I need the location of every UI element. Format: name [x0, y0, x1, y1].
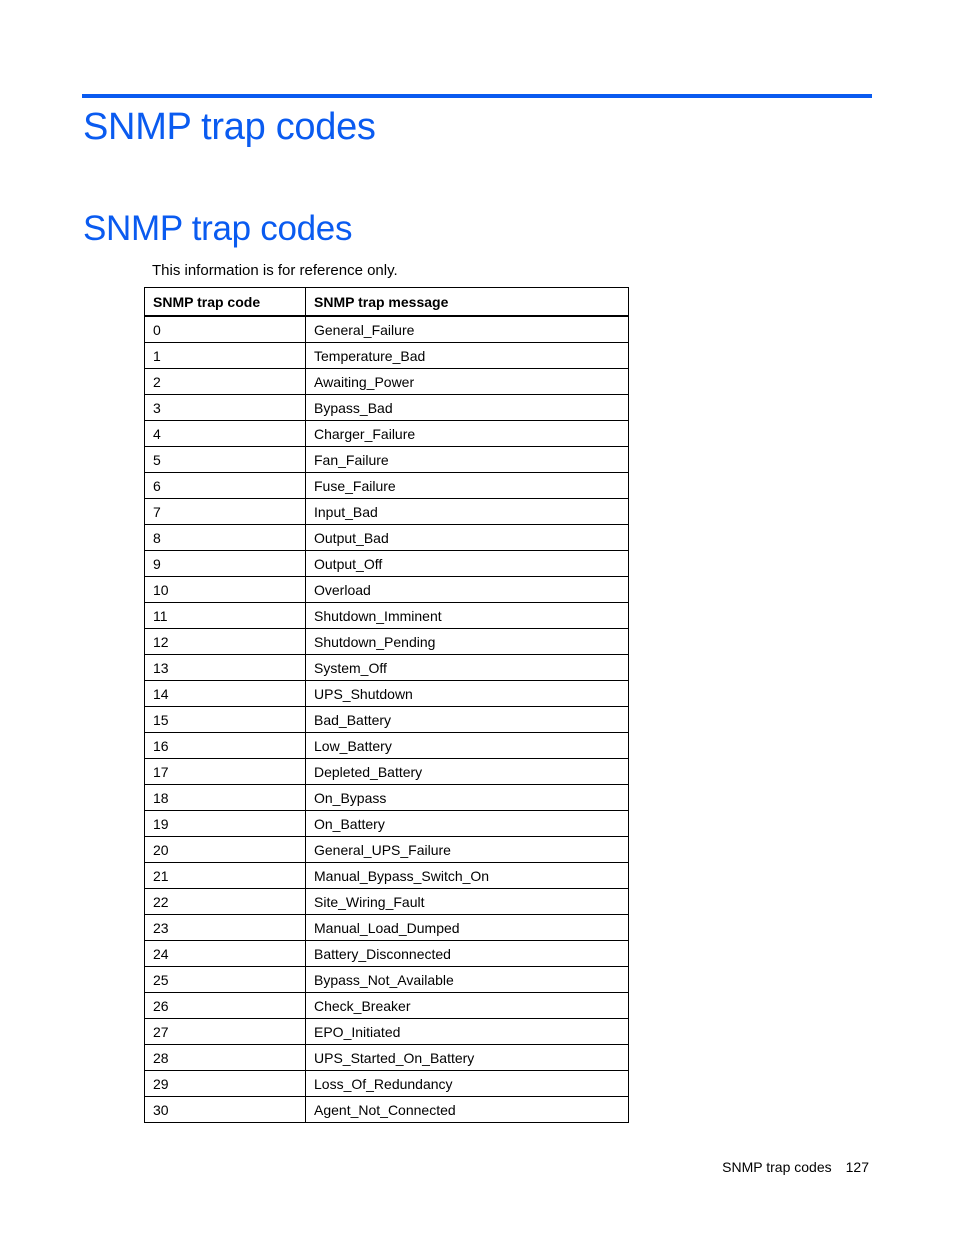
table-row: [145, 369, 629, 395]
trap-message-cell: General_UPS_Failure: [306, 837, 629, 863]
table-row: [145, 889, 629, 915]
trap-code-cell: 1: [145, 343, 306, 369]
trap-message-cell: Fan_Failure: [306, 447, 629, 473]
table-row: [145, 837, 629, 863]
trap-message-cell: Overload: [306, 577, 629, 603]
trap-code-cell: 0: [145, 316, 306, 343]
trap-code-cell: 10: [145, 577, 306, 603]
trap-code-cell: 18: [145, 785, 306, 811]
table-row: [145, 707, 629, 733]
trap-code-cell: 8: [145, 525, 306, 551]
trap-code-cell: 5: [145, 447, 306, 473]
trap-code-cell: 25: [145, 967, 306, 993]
trap-message-cell: System_Off: [306, 655, 629, 681]
trap-message-cell: Manual_Bypass_Switch_On: [306, 863, 629, 889]
table-row: [145, 733, 629, 759]
table-row: [145, 395, 629, 421]
trap-message-cell: Bypass_Bad: [306, 395, 629, 421]
chapter-rule: [82, 94, 872, 98]
column-header-code: SNMP trap code: [145, 288, 306, 317]
table-row: [145, 655, 629, 681]
section-title: SNMP trap codes: [83, 209, 353, 248]
table-row: [145, 421, 629, 447]
trap-message-cell: UPS_Shutdown: [306, 681, 629, 707]
page-number: 127: [845, 1159, 869, 1175]
trap-code-cell: 15: [145, 707, 306, 733]
trap-message-cell: Charger_Failure: [306, 421, 629, 447]
trap-code-cell: 28: [145, 1045, 306, 1071]
trap-code-cell: 11: [145, 603, 306, 629]
footer-section-name: SNMP trap codes: [722, 1159, 832, 1175]
trap-message-cell: Awaiting_Power: [306, 369, 629, 395]
trap-code-cell: 19: [145, 811, 306, 837]
page-footer: [722, 1158, 869, 1176]
trap-message-cell: Input_Bad: [306, 499, 629, 525]
trap-message-cell: Bypass_Not_Available: [306, 967, 629, 993]
trap-message-cell: Agent_Not_Connected: [306, 1097, 629, 1123]
table-row: [145, 759, 629, 785]
table-body: [145, 316, 629, 1123]
trap-message-cell: Output_Bad: [306, 525, 629, 551]
table-row: [145, 525, 629, 551]
table-row: [145, 603, 629, 629]
trap-code-cell: 22: [145, 889, 306, 915]
table-row: [145, 1097, 629, 1123]
table-row: [145, 1045, 629, 1071]
trap-message-cell: Fuse_Failure: [306, 473, 629, 499]
trap-message-cell: EPO_Initiated: [306, 1019, 629, 1045]
trap-code-cell: 14: [145, 681, 306, 707]
column-header-message: SNMP trap message: [306, 288, 629, 317]
trap-message-cell: Site_Wiring_Fault: [306, 889, 629, 915]
trap-message-cell: Low_Battery: [306, 733, 629, 759]
table-row: [145, 473, 629, 499]
table-header-row: [145, 288, 629, 317]
trap-message-cell: Check_Breaker: [306, 993, 629, 1019]
trap-code-cell: 20: [145, 837, 306, 863]
trap-message-cell: Battery_Disconnected: [306, 941, 629, 967]
trap-message-cell: Temperature_Bad: [306, 343, 629, 369]
trap-code-cell: 21: [145, 863, 306, 889]
table-row: [145, 1071, 629, 1097]
table-row: [145, 316, 629, 343]
trap-code-cell: 12: [145, 629, 306, 655]
table-row: [145, 941, 629, 967]
table-row: [145, 993, 629, 1019]
intro-text: This information is for reference only.: [152, 262, 398, 279]
table-row: [145, 499, 629, 525]
trap-code-cell: 24: [145, 941, 306, 967]
chapter-title: SNMP trap codes: [83, 106, 376, 148]
table-row: [145, 343, 629, 369]
table-row: [145, 577, 629, 603]
trap-code-cell: 16: [145, 733, 306, 759]
table-row: [145, 785, 629, 811]
trap-code-cell: 7: [145, 499, 306, 525]
table-row: [145, 1019, 629, 1045]
trap-code-cell: 27: [145, 1019, 306, 1045]
trap-message-cell: General_Failure: [306, 316, 629, 343]
trap-message-cell: On_Battery: [306, 811, 629, 837]
trap-message-cell: On_Bypass: [306, 785, 629, 811]
trap-codes-table: [144, 287, 629, 1123]
trap-message-cell: Manual_Load_Dumped: [306, 915, 629, 941]
trap-message-cell: Loss_Of_Redundancy: [306, 1071, 629, 1097]
table-row: [145, 629, 629, 655]
table-row: [145, 447, 629, 473]
trap-message-cell: Depleted_Battery: [306, 759, 629, 785]
trap-message-cell: Shutdown_Pending: [306, 629, 629, 655]
trap-message-cell: Bad_Battery: [306, 707, 629, 733]
trap-code-cell: 9: [145, 551, 306, 577]
trap-code-cell: 23: [145, 915, 306, 941]
table-row: [145, 551, 629, 577]
trap-message-cell: UPS_Started_On_Battery: [306, 1045, 629, 1071]
trap-code-cell: 13: [145, 655, 306, 681]
table-row: [145, 967, 629, 993]
trap-code-cell: 29: [145, 1071, 306, 1097]
trap-code-cell: 3: [145, 395, 306, 421]
trap-code-cell: 30: [145, 1097, 306, 1123]
table-row: [145, 681, 629, 707]
trap-code-cell: 2: [145, 369, 306, 395]
table-row: [145, 811, 629, 837]
trap-code-cell: 4: [145, 421, 306, 447]
table-row: [145, 915, 629, 941]
trap-message-cell: Shutdown_Imminent: [306, 603, 629, 629]
trap-code-cell: 17: [145, 759, 306, 785]
table-row: [145, 863, 629, 889]
trap-code-cell: 26: [145, 993, 306, 1019]
trap-message-cell: Output_Off: [306, 551, 629, 577]
trap-code-cell: 6: [145, 473, 306, 499]
